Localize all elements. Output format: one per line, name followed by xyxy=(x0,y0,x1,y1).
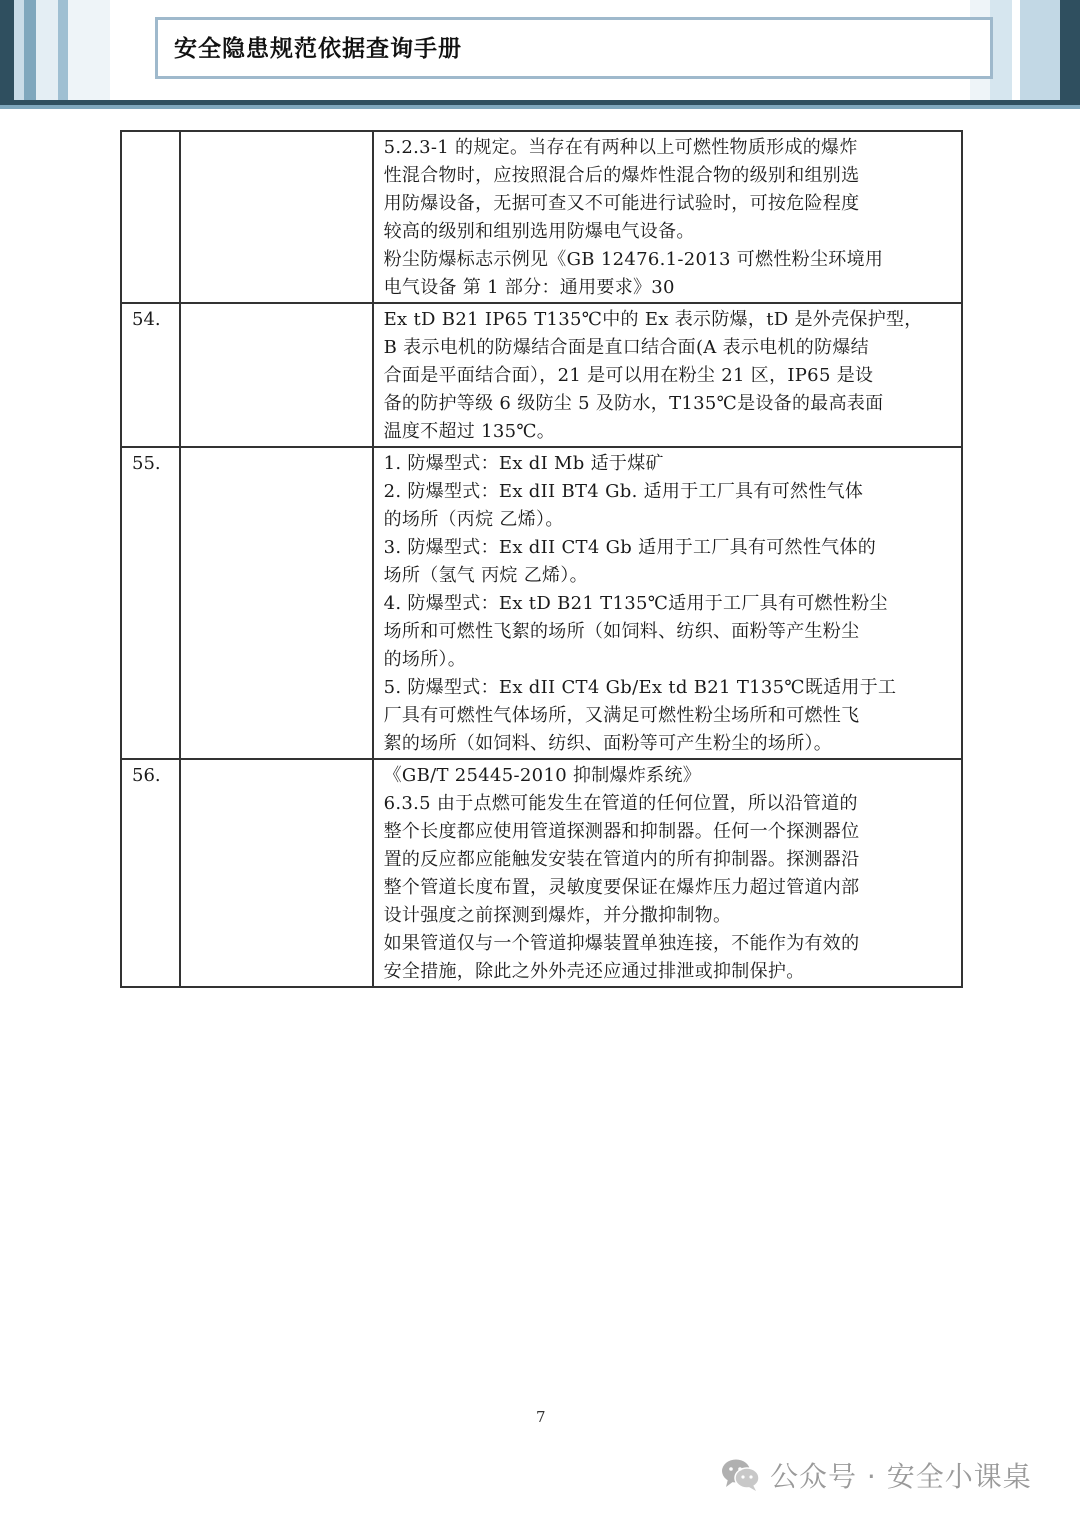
text-line: 的场所（丙烷 乙烯）。 xyxy=(383,509,564,530)
row-basis-text xyxy=(373,447,962,759)
text-line: 合面是平面结合面），21 是可以用在粉尘 21 区，IP65 是设 xyxy=(383,365,874,386)
table-row xyxy=(121,447,962,759)
text-line: 场所（氢气 丙烷 乙烯）。 xyxy=(383,565,588,586)
text-line: 3. 防爆型式：Ex dII CT4 Gb 适用于工厂具有可然性气体的 xyxy=(383,537,877,558)
text-line: 备的防护等级 6 级防尘 5 及防水，T135℃是设备的最高表面 xyxy=(383,393,884,414)
row-number: 56. xyxy=(121,759,180,987)
row-basis-text xyxy=(373,131,962,303)
text-line: 整个长度都应使用管道探测器和抑制器。任何一个探测器位 xyxy=(383,821,860,842)
text-line: B 表示电机的防爆结合面是直口结合面(A 表示电机的防爆结 xyxy=(383,337,869,358)
row-number: 54. xyxy=(121,303,180,447)
text-line: 设计强度之前探测到爆炸，并分撒抑制物。 xyxy=(383,905,732,926)
text-line: 4. 防爆型式：Ex tD B21 T135℃适用于工厂具有可燃性粉尘 xyxy=(383,593,888,614)
row-item-cell xyxy=(180,131,372,303)
text-line: 絮的场所（如饲料、纺织、面粉等可产生粉尘的场所）。 xyxy=(383,733,833,754)
text-line: 较高的级别和组别选用防爆电气设备。 xyxy=(383,221,695,242)
header-stripes-left xyxy=(0,0,110,100)
text-line: 5. 防爆型式：Ex dII CT4 Gb/Ex td B21 T135℃既适用于工 xyxy=(383,677,897,698)
text-line: 整个管道长度布置，灵敏度要保证在爆炸压力超过管道内部 xyxy=(383,877,860,898)
row-number: 55. xyxy=(121,447,180,759)
header-title-box xyxy=(155,17,993,79)
row-item-cell xyxy=(180,303,372,447)
table-row xyxy=(121,303,962,447)
text-line: 用防爆设备，无据可查又不可能进行试验时，可按危险程度 xyxy=(383,193,860,214)
text-line: 场所和可燃性飞絮的场所（如饲料、纺织、面粉等产生粉尘 xyxy=(383,621,860,642)
document-title: 安全隐患规范依据查询手册 xyxy=(174,36,462,62)
text-line: 《GB/T 25445-2010 抑制爆炸系统》 xyxy=(383,765,702,786)
text-line: Ex tD B21 IP65 T135℃中的 Ex 表示防爆，tD 是外壳保护型， xyxy=(383,309,923,330)
text-line: 厂具有可燃性气体场所，又满足可燃性粉尘场所和可燃性飞 xyxy=(383,705,860,726)
row-item-cell xyxy=(180,759,372,987)
row-number xyxy=(121,131,180,303)
watermark-text: 公众号 · 安全小课桌 xyxy=(770,1460,1032,1493)
text-line: 5.2.3-1 的规定。当存在有两种以上可燃性物质形成的爆炸 xyxy=(383,137,858,158)
text-line: 的场所）。 xyxy=(383,649,467,670)
text-line: 如果管道仅与一个管道抑爆装置单独连接，不能作为有效的 xyxy=(383,933,860,954)
page-header xyxy=(0,0,1080,112)
text-line: 2. 防爆型式：Ex dII BT4 Gb. 适用于工厂具有可然性气体 xyxy=(383,481,864,502)
watermark xyxy=(720,1452,1032,1498)
text-line: 温度不超过 135℃。 xyxy=(383,421,556,442)
page-number: 7 xyxy=(536,1408,546,1426)
regulation-table xyxy=(120,130,963,988)
table-row xyxy=(121,759,962,987)
text-line: 6.3.5 由于点燃可能发生在管道的任何位置，所以沿管道的 xyxy=(383,793,858,814)
text-line: 安全措施，除此之外外壳还应通过排泄或抑制保护。 xyxy=(383,961,805,982)
text-line: 1. 防爆型式：Ex dI Mb 适于煤矿 xyxy=(383,453,664,474)
text-line: 置的反应都应能触发安装在管道内的所有抑制器。探测器沿 xyxy=(383,849,860,870)
text-line: 粉尘防爆标志示例见《GB 12476.1-2013 可燃性粉尘环境用 xyxy=(383,249,884,270)
row-basis-text xyxy=(373,303,962,447)
table-row xyxy=(121,131,962,303)
row-basis-text xyxy=(373,759,962,987)
wechat-icon xyxy=(720,1457,762,1493)
header-rule-accent xyxy=(0,105,1080,109)
text-line: 电气设备 第 1 部分：通用要求》30 xyxy=(383,277,675,298)
row-item-cell xyxy=(180,447,372,759)
text-line: 性混合物时，应按照混合后的爆炸性混合物的级别和组别选 xyxy=(383,165,860,186)
